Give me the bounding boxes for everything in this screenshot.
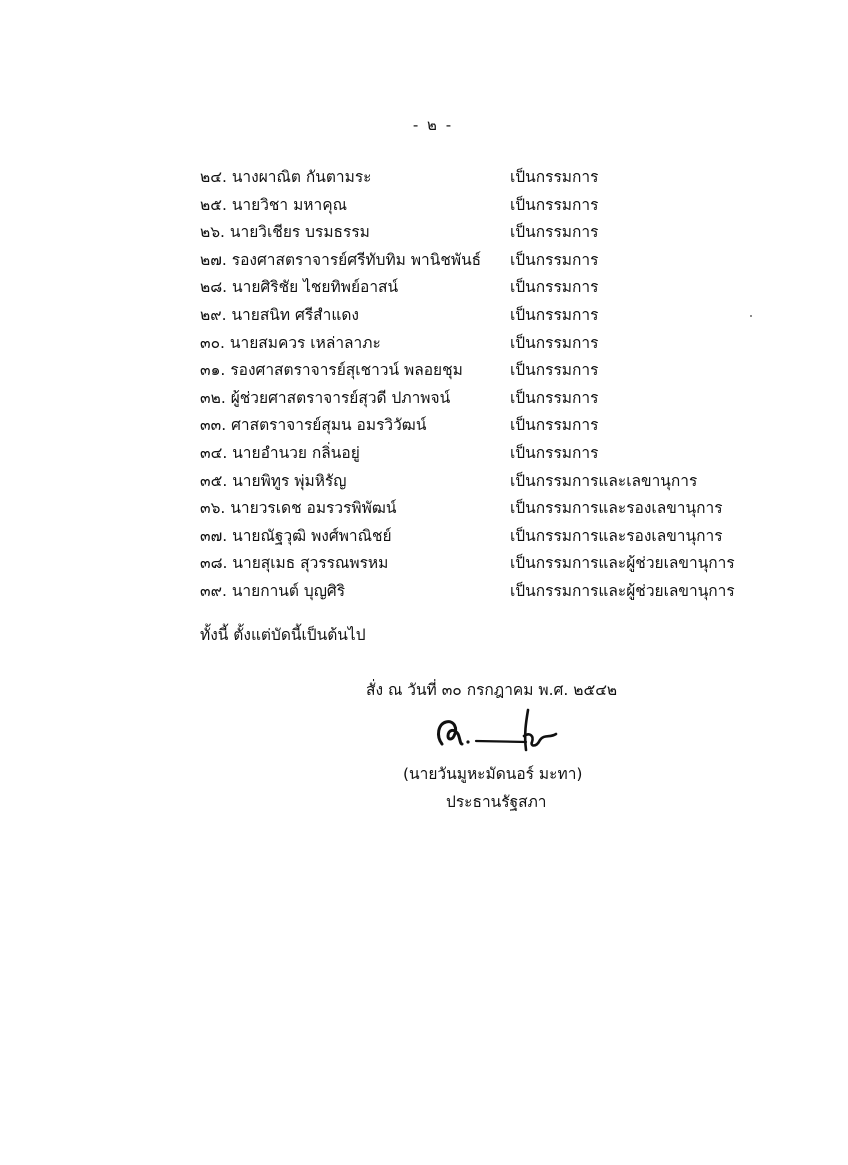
member-entry: [200, 193, 347, 217]
member-name: นายสมควร เหล่าลาภะ: [229, 333, 381, 352]
member-entry: [200, 220, 370, 244]
member-number: ๓๐.: [200, 333, 225, 352]
member-entry: [200, 275, 398, 299]
member-entry: [200, 441, 360, 465]
member-row: [200, 386, 760, 414]
member-row: [200, 413, 760, 441]
member-name: ศาสตราจารย์สุมน อมรวิวัฒน์: [231, 416, 427, 435]
member-role: เป็นกรรมการ: [510, 416, 599, 435]
member-entry: [200, 303, 359, 327]
member-role: เป็นกรรมการ: [510, 388, 599, 407]
member-row: [200, 275, 760, 303]
member-role: เป็นกรรมการและรองเลขานุการ: [510, 499, 723, 518]
member-name: รองศาสตราจารย์สุเชาวน์ พลอยชุม: [230, 361, 463, 380]
member-role: เป็นกรรมการ: [510, 223, 599, 242]
member-name: นายณัฐวุฒิ พงศ์พาณิชย์: [232, 526, 392, 545]
member-row: [200, 303, 760, 331]
member-name: นายสุเมธ สุวรรณพรหม: [232, 554, 389, 573]
member-entry: [200, 331, 381, 355]
member-name: นายวรเดช อมรวรพิพัฒน์: [230, 499, 397, 518]
member-role: เป็นกรรมการ: [510, 168, 599, 186]
member-number: ๒๕.: [200, 195, 227, 214]
member-name: นางผาณิต กันตามระ: [231, 168, 372, 186]
member-role: เป็นกรรมการ: [510, 361, 599, 380]
member-row: [200, 441, 760, 469]
member-name: นายศิริชัย ไชยทิพย์อาสน์: [232, 278, 399, 297]
member-number: ๒๖.: [200, 223, 225, 242]
scan-speck: [750, 315, 752, 317]
member-row: [200, 524, 760, 552]
member-entry: [200, 524, 392, 548]
member-role: เป็นกรรมการ: [510, 195, 599, 214]
signer-title: ประธานรัฐสภา: [446, 793, 547, 811]
member-role: เป็นกรรมการ: [510, 278, 599, 297]
member-role: เป็นกรรมการ: [510, 333, 599, 352]
member-number: ๒๗.: [200, 250, 227, 269]
member-row: [200, 551, 760, 579]
member-name: นายอำนวย กลิ่นอยู่: [232, 443, 360, 462]
member-name: นายกานต์ บุญศิริ: [231, 581, 346, 600]
signer-name: (นายวันมูหะมัดนอร์ มะทา): [403, 765, 583, 783]
member-number: ๓๕.: [200, 471, 228, 490]
member-row: [200, 469, 760, 497]
member-number: ๒๔.: [200, 168, 227, 186]
member-name: นายวิชา มหาคุณ: [231, 195, 347, 214]
member-name: ผู้ช่วยศาสตราจารย์สุวดี ปภาพจน์: [230, 388, 451, 407]
member-list: [200, 165, 760, 607]
page-number: - ๒ -: [412, 116, 454, 134]
member-row: [200, 220, 760, 248]
member-role: เป็นกรรมการ: [510, 305, 599, 324]
member-row: [200, 331, 760, 359]
order-date: สั่ง ณ วันที่ ๓๐ กรกฎาคม พ.ศ. ๒๕๔๒: [366, 681, 618, 699]
member-role: เป็นกรรมการและผู้ช่วยเลขานุการ: [510, 581, 735, 600]
member-name: นายพิทูร พุ่มหิรัญ: [232, 471, 347, 490]
member-number: ๒๙.: [200, 305, 227, 324]
member-number: ๓๓.: [200, 416, 227, 435]
member-number: ๓๙.: [200, 581, 227, 600]
member-entry: [200, 413, 426, 437]
member-entry: [200, 165, 371, 189]
member-row: [200, 165, 760, 193]
member-row: [200, 248, 760, 276]
member-number: ๓๒.: [200, 388, 226, 407]
member-number: ๓๘.: [200, 554, 228, 573]
member-number: ๓๑.: [200, 361, 226, 380]
member-number: ๓๖.: [200, 499, 226, 518]
member-entry: [200, 496, 396, 520]
member-entry: [200, 358, 463, 382]
member-role: เป็นกรรมการ: [510, 250, 599, 269]
member-role: เป็นกรรมการและรองเลขานุการ: [510, 526, 723, 545]
member-role: เป็นกรรมการและผู้ช่วยเลขานุการ: [510, 554, 735, 573]
member-row: [200, 579, 760, 607]
member-number: ๓๔.: [200, 443, 228, 462]
member-name: รองศาสตราจารย์ศรีทับทิม พานิชพันธ์: [231, 250, 482, 269]
handwritten-signature: [428, 706, 568, 758]
member-name: นายวิเชียร บรมธรรม: [229, 223, 370, 242]
member-entry: [200, 579, 345, 603]
member-entry: [200, 248, 481, 272]
member-number: ๓๗.: [200, 526, 228, 545]
member-row: [200, 193, 760, 221]
member-entry: [200, 386, 450, 410]
closing-statement: ทั้งนี้ ตั้งแต่บัดนี้เป็นต้นไป: [200, 626, 366, 644]
member-number: ๒๘.: [200, 278, 228, 297]
member-role: เป็นกรรมการและเลขานุการ: [510, 471, 698, 490]
member-name: นายสนิท ศรีสำแดง: [231, 305, 359, 324]
member-row: [200, 358, 760, 386]
member-role: เป็นกรรมการ: [510, 443, 599, 462]
member-entry: [200, 551, 388, 575]
member-row: [200, 496, 760, 524]
member-entry: [200, 469, 346, 493]
